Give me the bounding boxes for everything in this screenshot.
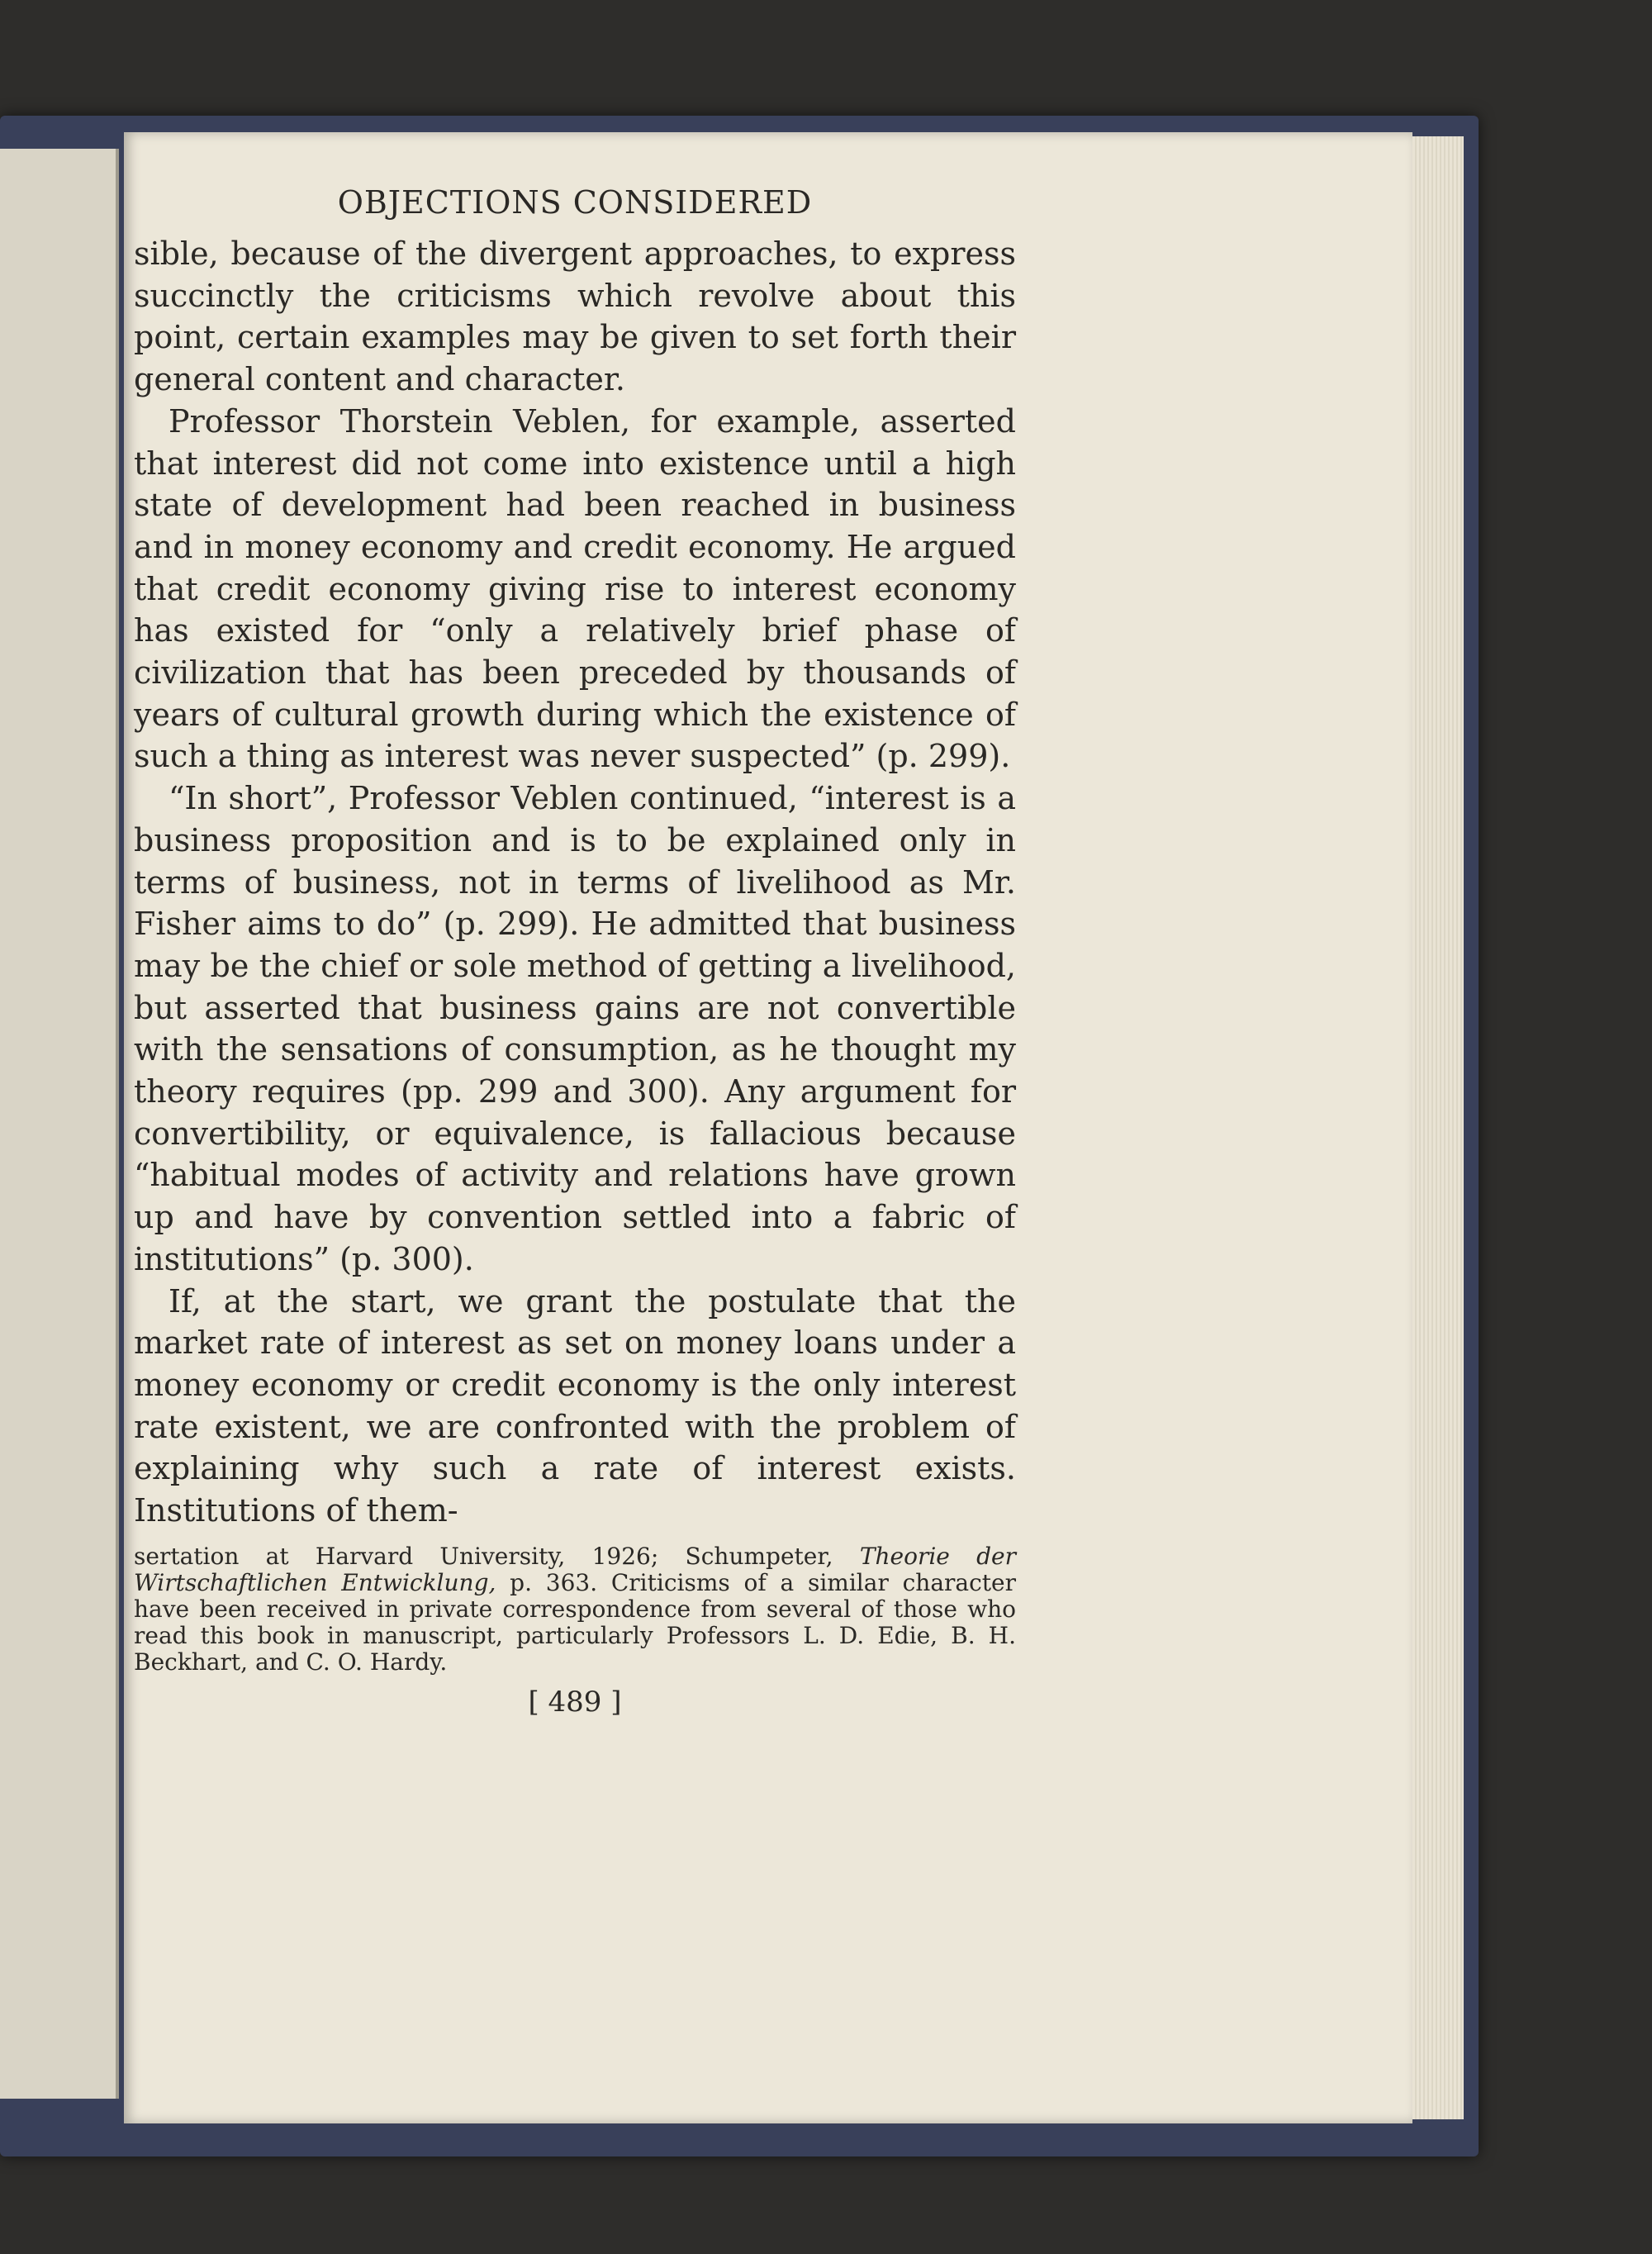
footnote-text-end: p. 363. Criticisms of a similar character have been received in private correspondence from several of those who read this book in manuscript, particularly Professors L. D. Edie, B. H. Beckhart, and C. O. Hardy.: [134, 1568, 1016, 1676]
running-head: OBJECTIONS CONSIDERED: [337, 184, 813, 221]
footnote-text-start: sertation at Harvard University, 1926; Schumpeter,: [134, 1542, 860, 1570]
paragraph-continuation: sible, because of the divergent approaches, to express succinctly the criticisms which revolve about this point, certain examples may be given to set forth their general content and character.: [134, 235, 1016, 398]
page-text-block: [134, 180, 1016, 1719]
footnote: [134, 1543, 1016, 1676]
paragraph-veblen-assertion: Professor Thorstein Veblen, for example, asserted that interest did not come into existence until a high state of development had been reached in business and in money economy and credit economy. He argued that credit economy giving rise to interest economy has existed for “only a relatively brief phase of civilization that has been preceded by thousands of years of cultural growth during which the existence of such a thing as interest was never suspected” (p. 299).: [134, 402, 1016, 775]
paragraph-postulate: If, at the start, we grant the postulate that the market rate of interest as set on money loans under a money economy or credit economy is the only interest rate existent, we are confronted with the problem of explaining why such a rate of interest exists. Institutions of them-: [134, 1282, 1016, 1529]
page-stack-edges: [1404, 136, 1464, 2119]
page-number: [ 489 ]: [528, 1685, 622, 1719]
facing-page-edge: [0, 149, 119, 2099]
footnote-italic-title: Theorie der Wirtschaftlichen Entwicklung,: [134, 1542, 1016, 1596]
paragraph-veblen-continued: “In short”, Professor Veblen continued, “interest is a business proposition and is to be explained only in terms of business, not in terms of livelihood as Mr. Fisher aims to do” (p. 299). He admitted that business may be the chief or sole method of getting a livelihood, but asserted that business gains are not convertible with the sensations of consumption, as he thought my theory requires (pp. 299 and 300). Any argument for convertibility, or equivalence, is fallacious because “habitual modes of activity and relations have grown up and have by convention settled into a fabric of institutions” (p. 300).: [134, 780, 1016, 1277]
